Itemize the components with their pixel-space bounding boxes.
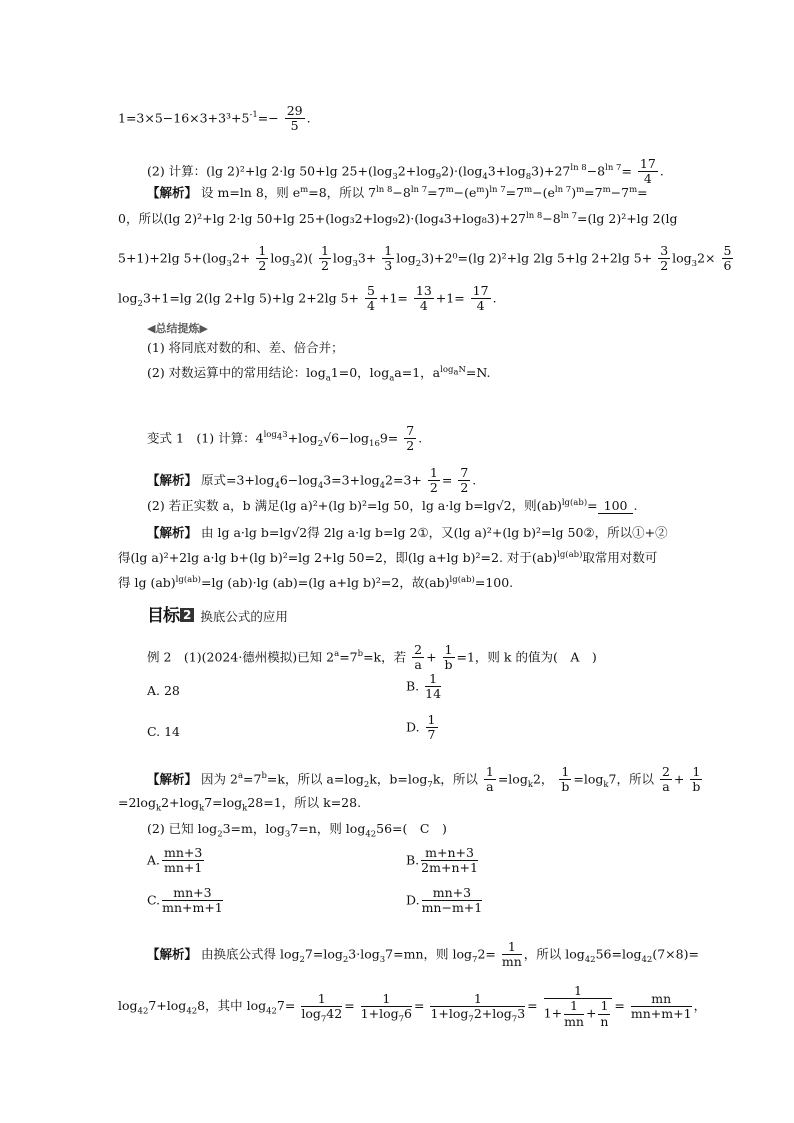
- example-2-solution-1-line-2: $=2\log_k2+\log_k7=\log_k28=1$，所以 k=28.: [118, 795, 362, 814]
- summary-item-1: (1) 将同底对数的和、差、倍合并；: [147, 340, 344, 355]
- option-c-2: C. $\frac{mn+3}{mn+m+1}$: [147, 885, 223, 916]
- example-2-question-2: (2) 已知 $\log_23=m$，$\log_37=n$，则 $\log_{42}56=$( C ): [147, 821, 447, 840]
- variant-1-question-1: 变式 1 (1) 计算：$4^{log_43}+\log_2√6-\log_{16}9=$ $\frac{7}{2}$ .: [147, 423, 423, 454]
- section-heading: [147, 601, 288, 626]
- variant-1-solution-1: 【解析】 原式$=3+\log_46-\log_43=3+\log_42=3+$ $\frac{1}{2}$ = $\frac{7}{2}$ .: [147, 465, 477, 496]
- answer-fraction-17-4: $\frac{17}{4}$: [639, 156, 656, 187]
- solution-2-line-4: $\log_23+1=\lg$ 2(lg 2+lg 5)+lg 2+2lg 5+ $\frac{5}{4}$ +1= $\frac{13}{4}$ +1= $\frac{17}{4}$ .: [118, 283, 497, 314]
- summary-tag: ◀总结提炼▶: [147, 322, 208, 335]
- solution-2-line-3: 5+1)+2lg $5+(\log_32+$ $\frac{1}{2}$ $\log_32$)( $\frac{1}{2}$ $\log_33+$ $\frac{1}{3}$ $\log_23)+2^0=(\lg$ 2)²+lg 2lg 5+lg 2+2lg 5+ $\frac{3}{2}$ $\log_32\times$ $\frac{5}{6}$: [118, 243, 732, 274]
- section-number: 2: [180, 608, 194, 622]
- example-2-solution-1-line-1: 【解析】 因为 $2^a=7^b=k$，所以 $a=\log_2k$，$b=\log_7k$，所以 $\frac{1}{a}$ $=\log_k2$， $\frac{1}{b}$ $=\log_k7$，所以 $\frac{2}{a}$ + $\frac{1}{b}$: [147, 764, 701, 795]
- solution-2-line-1: 【解析】 设 m=ln 8，则 $e^m=8$，所以 $7^{ln 8}-8^{ln 7}=7^m-(e^m)^{ln 7}=7^m-(e^{ln 7})^m=7^m-7^m=$: [147, 184, 648, 200]
- option-b-2: B. $\frac{m+n+3}{2m+n+1}$: [406, 845, 478, 876]
- example-2-solution-2-line-2: $\log_{42}7+\log_{42}8$，其中 $\log_{42}7=$ $\frac{1}{\log_742}$ = $\frac{1}{1+\log_76}$ = $\frac{1}{1+\log_72+\log_73}$ = 1 1+ $\frac{1}{mn}$ + $\frac{1}{n}$ = $\frac{mn}{mn+m+1}$ ，: [118, 983, 707, 1029]
- variant-1-question-2: (2) 若正实数 a，b 满足(lg a)²+(lg b)²=lg 50，lg a·lg b=lg√2，则(ab)$^{lg(ab)}$= 100 .: [147, 497, 638, 513]
- example-2-question-1: 例 2 (1)(2024·德州模拟)已知 $2^a=7^b=k$，若 $\frac{2}{a}$ + $\frac{1}{b}$ =1，则 k 的值为( A ): [147, 642, 597, 673]
- variant-1-solution-2-line-2: 得(lg a)²+2lg a·lg b+(lg b)²=lg 2+lg 50=2，即(lg a+lg b)²=2. 对于(ab)$^{lg(ab)}$取常用对数可: [118, 549, 658, 565]
- answer-fraction-7-2: $\frac{7}{2}$: [406, 423, 415, 454]
- solution-2-line-2: 0，所以(lg 2)²+lg 2·lg 50+lg $25+(\log_32+\log_92)\cdot(\log_43+\log_83)+27^{ln 8}-8^{ln 7}=(\lg$ 2)²+lg 2(lg: [118, 210, 678, 226]
- variant-1-solution-2-line-3: 得 lg (ab)$^{lg(ab)}$=lg (ab)·lg (ab)=(lg a+lg b)²=2，故(ab)$^{lg(ab)}$=100.: [118, 574, 514, 590]
- fraction-29-5: $\frac{29}{5}$: [286, 103, 303, 134]
- section-title: 换底公式的应用: [200, 609, 288, 624]
- option-d-1: D. $\frac{1}{7}$: [406, 712, 436, 743]
- solution-line-1: $1=3\times 5-16\times 3+3^3+5^{-1}=-$ $\frac{29}{5}$ .: [118, 103, 311, 134]
- option-a-2: A. $\frac{mn+3}{mn+1}$: [147, 845, 203, 876]
- option-c-1: C. 14: [147, 724, 180, 739]
- answer-blank: 100: [598, 500, 634, 514]
- example-2-solution-2-line-1: 【解析】 由换底公式得 $\log_27=\log_23\cdot\log_37=mn$，则 $\log_72=$ $\frac{1}{mn}$ ，所以 $\log_{42}56=\log_{42}(7\times 8)=$: [147, 939, 699, 970]
- option-a-1: A. 28: [147, 683, 180, 698]
- question-2-line: (2) 计算：(lg 2)²+lg 2·lg 50+lg $25+(\log_32+\log_92)\cdot(\log_43+\log_83)+27^{ln 8}-8^{ln 7}=$ $\frac{17}{4}$ .: [147, 156, 664, 187]
- summary-item-2: (2) 对数运算中的常用结论：$\log_a1=0$，$\log_aa=1$，$a^{log_aN}=N$.: [147, 364, 491, 384]
- option-b-1: B. $\frac{1}{14}$: [406, 671, 442, 702]
- target-icon: 目标: [147, 606, 179, 626]
- option-d-2: D. $\frac{mn+3}{mn-m+1}$: [406, 885, 483, 916]
- variant-1-solution-2-line-1: 【解析】 由 lg a·lg b=lg√2得 2lg a·lg b=lg 2①，又(lg a)²+(lg b)²=lg 50②，所以①+②: [147, 525, 668, 540]
